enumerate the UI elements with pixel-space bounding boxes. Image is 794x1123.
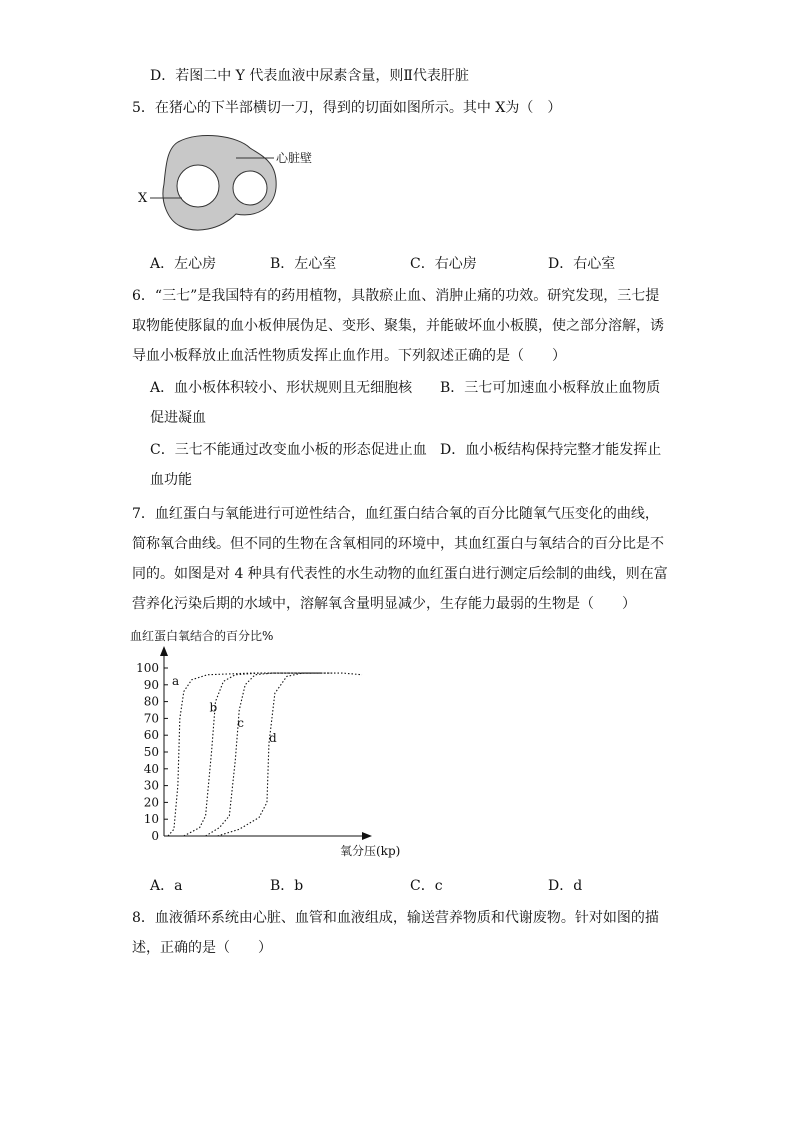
q5-option-a: A．左心房 — [150, 256, 217, 272]
heart-cross-section-figure — [130, 126, 330, 238]
y-tick-label: 100 — [136, 661, 159, 675]
q7-stem-line-4: 营养化污染后期的水域中，溶解氧含量明显减少，生存能力最弱的生物是（ ） — [132, 596, 636, 612]
q6-option-c: C．三七不能通过改变血小板的形态促进止血 — [150, 442, 427, 458]
q6-option-d: D．血小板结构保持完整才能发挥止 — [440, 442, 662, 458]
curve-b — [184, 673, 313, 836]
left-ventricle-chamber — [177, 165, 219, 207]
curve-d — [217, 673, 332, 836]
y-axis-ticks — [136, 661, 168, 843]
q6-stem-line-2: 取物能使豚鼠的血小板伸展伪足、变形、聚集，并能破坏血小板膜，使之部分溶解，诱 — [132, 318, 664, 334]
q6-stem-line-3: 导血小板释放止血活性物质发挥止血作用。下列叙述正确的是（ ） — [132, 348, 566, 364]
q7-stem-line-1: 7．血红蛋白与氧能进行可逆性结合，血红蛋白结合氧的百分比随氧气压变化的曲线， — [132, 506, 659, 522]
q7-option-b: B．b — [270, 878, 304, 894]
curve-c — [206, 673, 323, 836]
oxygen-curves — [168, 673, 362, 836]
q7-stem-line-3: 同的。如图是对 4 种具有代表性的水生动物的血红蛋白进行测定后绘制的曲线，则在富 — [132, 566, 668, 582]
q7-stem-line-2: 简称氧合曲线。但不同的生物在含氧相同的环境中，其血红蛋白与氧结合的百分比是不 — [132, 536, 664, 552]
oxygen-dissociation-chart — [126, 624, 426, 864]
q7-option-a: A．a — [150, 878, 183, 894]
heart-wall-label: 心脏壁 — [276, 151, 313, 165]
q6-option-a: A．血小板体积较小、形状规则且无细胞核 — [150, 380, 413, 396]
curve-label-b: b — [209, 700, 218, 715]
q6-option-d-cont: 血功能 — [150, 472, 192, 488]
y-tick-label: 70 — [143, 711, 159, 726]
q6-stem-line-1: 6．“三七”是我国特有的药用植物，具散瘀止血、消肿止痛的功效。研究发现，三七提 — [132, 288, 660, 304]
y-tick-label: 60 — [143, 728, 159, 743]
curve-a — [168, 673, 362, 836]
q8-stem-line-1: 8．血液循环系统由心脏、血管和血液组成，输送营养物质和代谢废物。针对如图的描 — [132, 910, 659, 926]
y-axis-arrow — [160, 646, 168, 656]
y-tick-label: 90 — [143, 677, 159, 692]
q6-option-b-cont: 促进凝血 — [150, 410, 206, 426]
y-tick-label: 20 — [143, 795, 159, 810]
chart-y-axis-label: 血红蛋白氧结合的百分比% — [130, 629, 274, 643]
q4-option-d: D．若图二中 Y 代表血液中尿素含量，则Ⅱ代表肝脏 — [150, 68, 469, 84]
curve-label-c: c — [237, 715, 245, 730]
x-axis-arrow — [362, 832, 372, 840]
y-tick-label: 0 — [151, 829, 159, 843]
y-tick-label: 40 — [143, 761, 159, 776]
right-ventricle-chamber — [233, 171, 267, 205]
y-tick-label: 50 — [143, 745, 159, 759]
curve-label-d: d — [268, 730, 277, 745]
y-tick-label: 10 — [143, 812, 159, 827]
curve-label-a: a — [171, 673, 180, 688]
q5-stem: 5．在猪心的下半部横切一刀，得到的切面如图所示。其中 X为（ ） — [132, 100, 562, 116]
y-tick-label: 80 — [143, 694, 159, 709]
q7-option-d: D．d — [548, 878, 583, 894]
q5-option-b: B．左心室 — [270, 256, 337, 272]
chart-x-axis-label: 氧分压(kp) — [340, 844, 401, 858]
q5-option-d: D．右心室 — [548, 256, 616, 272]
q5-option-c: C．右心房 — [410, 256, 477, 272]
y-tick-label: 30 — [143, 778, 159, 793]
q7-option-c: C．c — [410, 878, 443, 894]
q8-stem-line-2: 述，正确的是（ ） — [132, 940, 272, 956]
x-label: X — [138, 191, 148, 206]
q6-option-b: B．三七可加速血小板释放止血物质 — [440, 380, 661, 396]
